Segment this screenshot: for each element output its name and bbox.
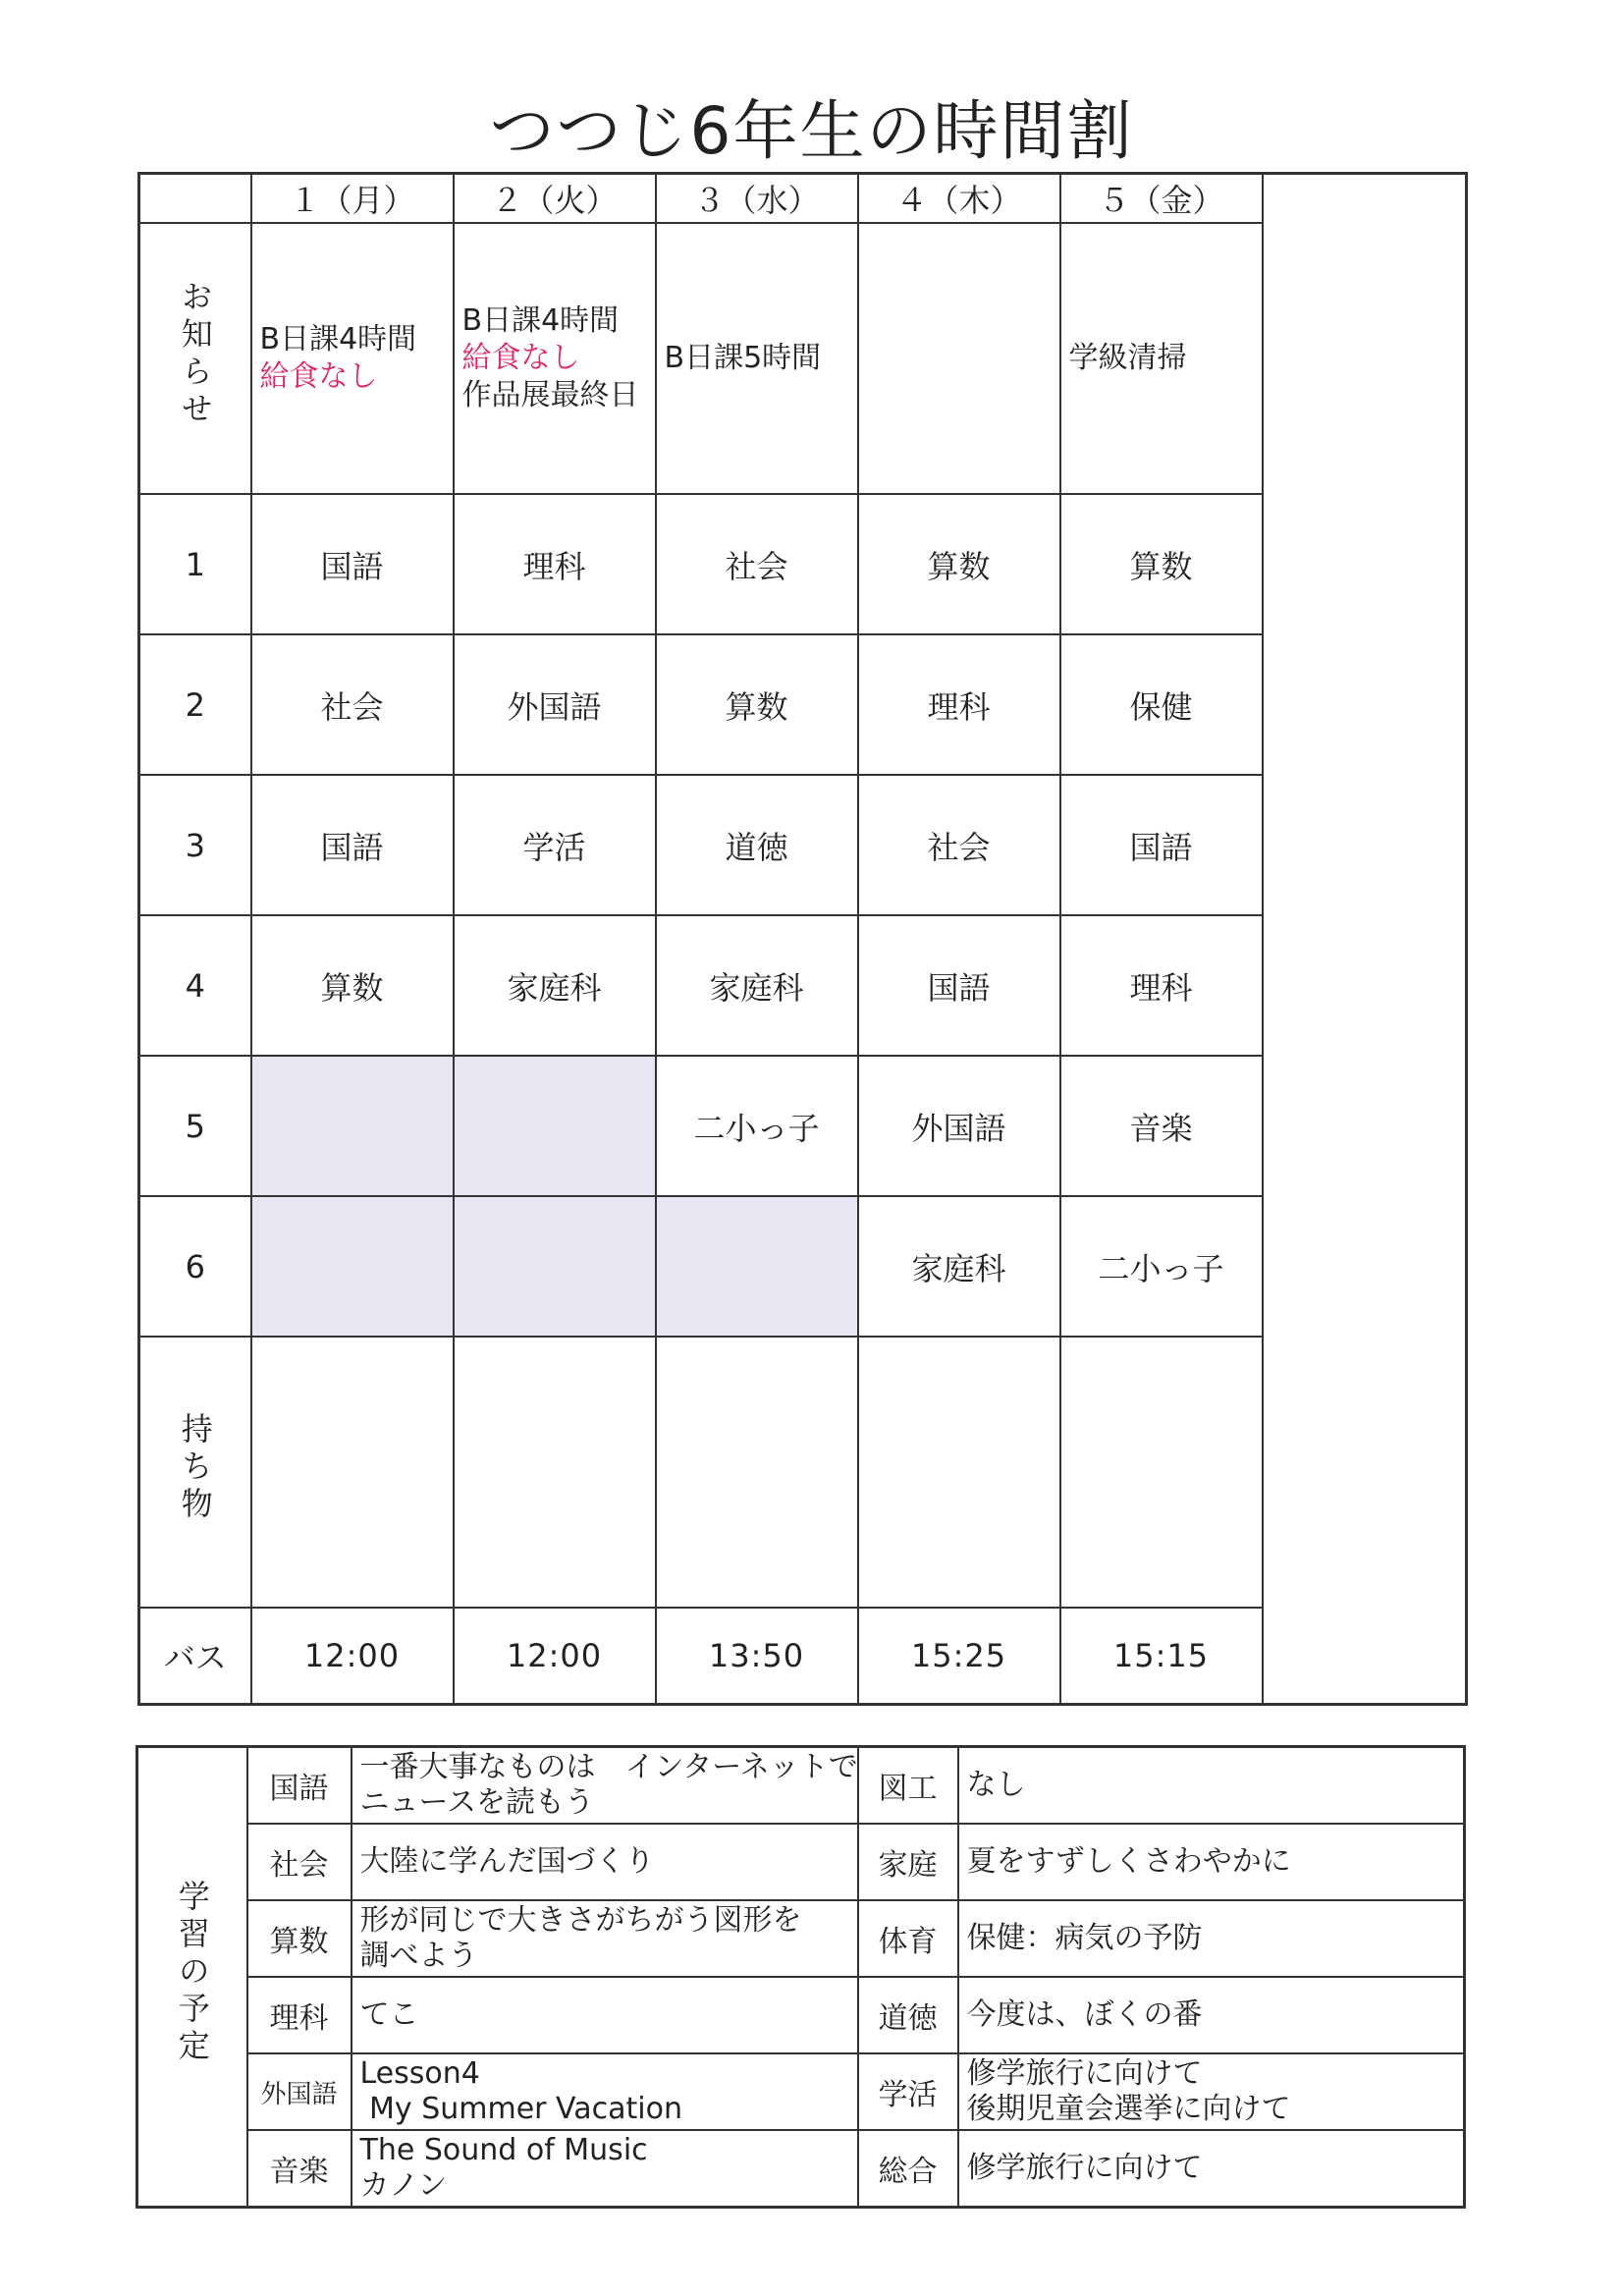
plan-content xyxy=(958,1824,1465,1900)
subject-cell: 算数 xyxy=(858,494,1060,634)
subject-cell: 算数 xyxy=(251,915,454,1056)
day-header: ２（火） xyxy=(454,174,656,224)
subject-cell: 国語 xyxy=(251,494,454,634)
notice-line-red: 給食なし xyxy=(259,359,378,394)
subject-cell: 音楽 xyxy=(1060,1056,1263,1196)
plan-row xyxy=(137,1824,1465,1900)
plan-content-line: 夏をすずしくさわやかに xyxy=(966,1844,1291,1879)
belongings-label: 持ち物 xyxy=(139,1337,251,1608)
subject-cell: 算数 xyxy=(656,634,858,775)
plan-content xyxy=(352,1977,858,2053)
subject-cell: 道徳 xyxy=(656,775,858,915)
plan-subject: 外国語 xyxy=(247,2053,352,2130)
notice-cell xyxy=(454,223,656,494)
timetable xyxy=(137,172,1468,1706)
period-number: 5 xyxy=(139,1056,251,1196)
plan-subject: 国語 xyxy=(247,1747,352,1825)
empty-period-cell xyxy=(251,1196,454,1337)
plan-content-line: 修学旅行に向けて xyxy=(966,2056,1203,2091)
subject-cell: 家庭科 xyxy=(858,1196,1060,1337)
subject-cell: 学活 xyxy=(454,775,656,915)
plan-row xyxy=(137,1747,1465,1825)
plan-content xyxy=(958,1900,1465,1977)
subject-cell: 保健 xyxy=(1060,634,1263,775)
plan-content xyxy=(352,2053,858,2130)
subject-cell: 二小っ子 xyxy=(1060,1196,1263,1337)
plan-content-line: 後期児童会選挙に向けて xyxy=(966,2092,1291,2126)
notice-line: 学級清掃 xyxy=(1068,341,1187,375)
period-number: 3 xyxy=(139,775,251,915)
subject-cell: 算数 xyxy=(1060,494,1263,634)
subject-cell: 外国語 xyxy=(858,1056,1060,1196)
plan-subject: 図工 xyxy=(858,1747,958,1825)
period-number: 6 xyxy=(139,1196,251,1337)
subject-cell: 理科 xyxy=(1060,915,1263,1056)
plan-content xyxy=(352,1824,858,1900)
empty-period-cell xyxy=(656,1196,858,1337)
page-title: つつじ6年生の時間割 xyxy=(489,93,1134,169)
subject-cell: 二小っ子 xyxy=(656,1056,858,1196)
notice-cell xyxy=(858,223,1060,494)
subject-cell: 社会 xyxy=(251,634,454,775)
study-plan-table xyxy=(135,1745,1466,2209)
right-margin xyxy=(1263,174,1467,1609)
right-margin xyxy=(1263,1608,1467,1705)
plan-content-line: The Sound of Music xyxy=(359,2133,648,2167)
day-header-row xyxy=(139,174,1467,224)
plan-content xyxy=(958,1977,1465,2053)
belongings-cell xyxy=(251,1337,454,1608)
subject-cell: 理科 xyxy=(454,494,656,634)
belongings-cell xyxy=(858,1337,1060,1608)
plan-subject: 算数 xyxy=(247,1900,352,1977)
plan-content-line: てこ xyxy=(359,1997,419,2032)
bus-label: バス xyxy=(139,1608,251,1705)
plan-subject: 社会 xyxy=(247,1824,352,1900)
plan-row xyxy=(137,1900,1465,1977)
plan-subject: 体育 xyxy=(858,1900,958,1977)
empty-period-cell xyxy=(454,1196,656,1337)
subject-cell: 社会 xyxy=(858,775,1060,915)
day-header: ３（水） xyxy=(656,174,858,224)
plan-content xyxy=(958,2053,1465,2130)
header-corner xyxy=(139,174,251,224)
plan-content-line: My Summer Vacation xyxy=(359,2092,682,2126)
subject-cell: 理科 xyxy=(858,634,1060,775)
notice-line: B日課5時間 xyxy=(664,341,822,375)
bus-row xyxy=(139,1608,1467,1705)
plan-content-line: 大陸に学んだ国づくり xyxy=(359,1844,655,1879)
notice-label: お知らせ xyxy=(139,223,251,494)
period-number: 4 xyxy=(139,915,251,1056)
subject-cell: 家庭科 xyxy=(656,915,858,1056)
plan-label: 学習の予定 xyxy=(137,1747,247,2208)
plan-subject: 理科 xyxy=(247,1977,352,2053)
subject-cell: 国語 xyxy=(251,775,454,915)
day-header: １（月） xyxy=(251,174,454,224)
bus-time: 12:00 xyxy=(454,1608,656,1705)
plan-content-line: Lesson4 xyxy=(359,2056,480,2091)
plan-content xyxy=(352,2130,858,2208)
belongings-cell xyxy=(1060,1337,1263,1608)
plan-content-line: 保健：病気の予防 xyxy=(966,1921,1203,1955)
bus-time: 15:15 xyxy=(1060,1608,1263,1705)
subject-cell: 国語 xyxy=(858,915,1060,1056)
bus-time: 13:50 xyxy=(656,1608,858,1705)
notice-line: B日課4時間 xyxy=(461,303,620,338)
plan-row xyxy=(137,2130,1465,2208)
subject-cell: 家庭科 xyxy=(454,915,656,1056)
plan-content-line: 調べよう xyxy=(359,1939,478,1973)
subject-cell: 国語 xyxy=(1060,775,1263,915)
plan-row xyxy=(137,2053,1465,2130)
plan-content-line: 一番大事なものは インターネットで xyxy=(359,1750,858,1784)
empty-period-cell xyxy=(454,1056,656,1196)
plan-subject: 道徳 xyxy=(858,1977,958,2053)
plan-content xyxy=(958,1747,1465,1825)
belongings-cell xyxy=(454,1337,656,1608)
bus-time: 15:25 xyxy=(858,1608,1060,1705)
plan-subject: 学活 xyxy=(858,2053,958,2130)
belongings-cell xyxy=(656,1337,858,1608)
plan-content-line: 形が同じで大きさがちがう図形を xyxy=(359,1903,802,1938)
plan-content-line: ニュースを読もう xyxy=(359,1785,594,1820)
plan-content-line: なし xyxy=(966,1768,1026,1802)
day-header: ４（木） xyxy=(858,174,1060,224)
plan-content-line: 今度は、ぼくの番 xyxy=(966,1997,1203,2032)
plan-content-line: カノン xyxy=(359,2168,448,2203)
notice-cell xyxy=(251,223,454,494)
day-header: ５（金） xyxy=(1060,174,1263,224)
plan-subject: 家庭 xyxy=(858,1824,958,1900)
period-number: 2 xyxy=(139,634,251,775)
notice-line: 作品展最終日 xyxy=(461,378,639,412)
plan-content xyxy=(352,1747,858,1825)
notice-line: B日課4時間 xyxy=(259,322,417,356)
empty-period-cell xyxy=(251,1056,454,1196)
notice-cell xyxy=(656,223,858,494)
subject-cell: 外国語 xyxy=(454,634,656,775)
plan-subject: 音楽 xyxy=(247,2130,352,2208)
plan-subject: 総合 xyxy=(858,2130,958,2208)
plan-content-line: 修学旅行に向けて xyxy=(966,2151,1203,2185)
plan-row xyxy=(137,1977,1465,2053)
period-number: 1 xyxy=(139,494,251,634)
subject-cell: 社会 xyxy=(656,494,858,634)
plan-content xyxy=(958,2130,1465,2208)
notice-cell xyxy=(1060,223,1263,494)
plan-content xyxy=(352,1900,858,1977)
notice-line-red: 給食なし xyxy=(461,341,580,375)
bus-time: 12:00 xyxy=(251,1608,454,1705)
